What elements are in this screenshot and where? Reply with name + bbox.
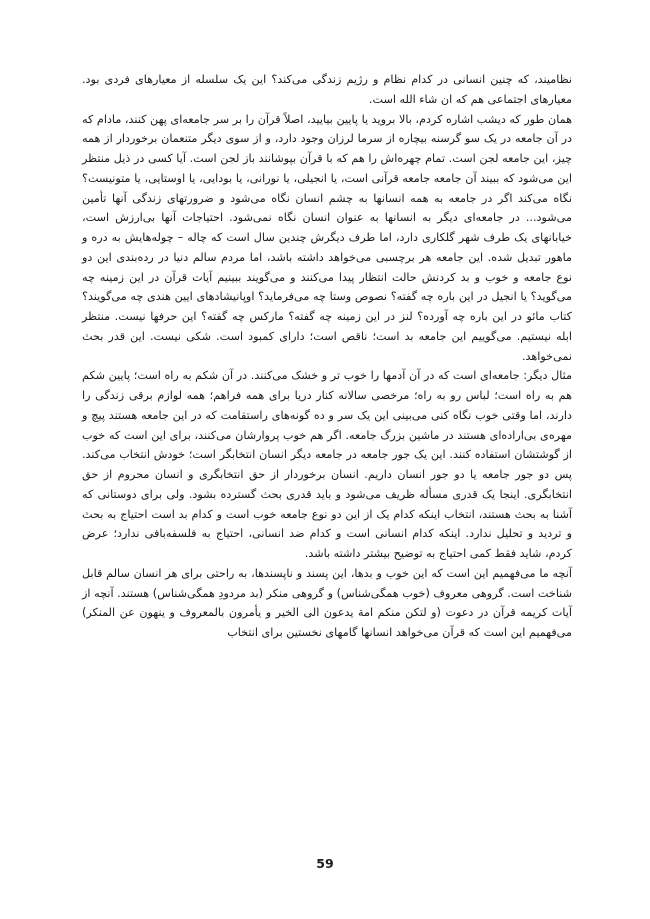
paragraph-4: آنچه ما می‌فهمیم این است که این خوب و بدها، این پسند و ناپسندها، به راحتی برای هر انسان سالم قابل شناخت است. گروهی معروف‌ (خوب همگی‌شناس) و گروهی منکر (بد مردودِ همگی‌شناس) هستند. آنچه از آیات کریمه قرآن در دعوت (و لتکن منکم امة یدعون الی الخیر و یأمرون بالمعروف و ینهون عن المنکر) می‌فهمیم این است که قرآن می‌خواهد انسانها گامهای نخستین برای انتخاب bbox=[82, 566, 572, 639]
paragraph-3: مثال دیگر: جامعه‌ای است که در آن آدمها را خوب تر و خشک می‌کنند. در آن شکم به راه است؛ پایین شکم هم به راه است؛ لباس رو به راه؛ مرخصی سالانه کنار دریا برای همه فراهم؛ همه لوازم برقی زندگی را دارند، اما وقتی خوب نگاه کنی می‌بینی این یک سر و ده گونه‌های راستقامت که در این جامعه هستند پیچ و مهره‌ی بی‌اراده‌ای هستند در ماشین بزرگ جامعه. اگر هم خوب پروارشان می‌کنند، برای این است که خوب از گوشتشان استفاده کنند. این یک جور جامعه در جامعه دیگر انسان انتخابگر است؛ خودش انتخاب می‌کند. پس دو جور جامعه یا دو جور انسان داریم. انسان برخوردار از حق انتخابگری و انسان محروم از حق انتخابگری. اینجا یک قدری مسأله ظریف می‌شود و باید قدری بحث گسترده بشود. ولی برای دوستانی که آشنا به بحث هستند، انتخاب اینکه کدام یک از این دو نوع جامعه خوب است و کدام بد است احتیاج به بحث و تردید و تحلیل ندارد. اینکه کدام انسانی است و کدام ضد انسانی، احتیاج به فلسفه‌بافی ندارد؛ عرض کردم، شاید فقط کمی احتیاج به توضیح بیشتر داشته باشد. bbox=[82, 369, 572, 560]
body-text bbox=[82, 70, 572, 643]
paragraph-1: نظامیند، که چنین انسانی در کدام نظام و رژیم زندگی می‌کند؟ این یک سلسله از معیارهای فردی بود. معیارهای اجتماعی هم که ان شاء الله است. bbox=[82, 73, 572, 106]
page-number: 59 bbox=[316, 856, 334, 871]
paragraph-2: همان طور که دیشب اشاره کردم، بالا بروید یا پایین بیایید، اصلاً قرآن را بر سر جامعه‌ای پهن کنند، مادام که در آن جامعه در یک سو گرسنه بیچاره از سرما لرزان وجود دارد، و از سوی دیگر متنعمان برخوردار از همه چیز، این جامعه لجن است. تمام چهره‌اش را هم که با قرآن بپوشانند باز لجن است. آیا کسی در ذیل منتظر این می‌شود که ببیند آن جامعه جامعه قرآنی است، یا انجیلی، یا نورانی، یا بودایی، یا اوستایی، یا متونیست؟ نگاه می‌کند اگر در جامعه به همه انسانها به چشم انسان نگاه می‌شود و ضرورتهای زندگی آنها تأمین می‌شود... در جامعه‌ای دیگر به انسانها به عنوان انسان نگاه نمی‌شود. احتیاجات آنها بی‌ارزش است، خیابانهای یک طرف شهر گلکاری دارد، اما طرف دیگرش چندین سال است که چاله – چوله‌هایش به دره و ماهور تبدیل شده. این جامعه هر برچسبی می‌خواهد داشته باشد، اما مردم سالم دنیا در رده‌بندی این دو نوع جامعه و خوب و بد کردنش حالت انتظار پیدا می‌کنند و می‌گویند ببینیم آیات قرآن در این زمینه چه می‌گوید؟ یا انجیل در این باره چه گفته؟ نصوص وستا چه می‌فرماید؟ اوپانیشادهای ایین هندی چه می‌گویند؟ کتاب مائو در این باره چه آورده؟ لنز در این زمینه چه گفته؟ مارکس چه گفته؟ این حرفها نیست. منتظر ابله نیستیم. می‌گوییم این جامعه بد است؛ ناقص است؛ دارای کمبود است. شکی نیست. این قدر بحث نمی‌خواهد. bbox=[82, 112, 572, 363]
